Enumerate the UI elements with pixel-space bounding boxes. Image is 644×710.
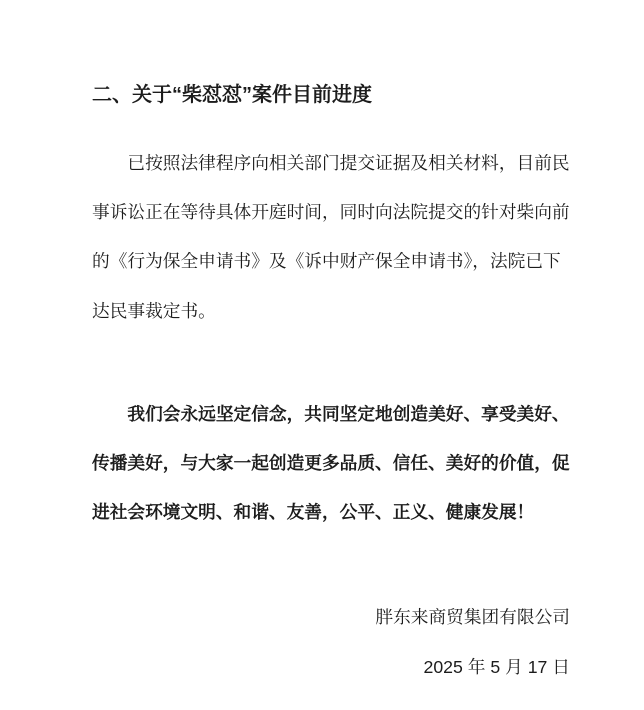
closing-block <box>92 593 570 693</box>
paragraph-line: 进社会环境文明、和谐、友善，公平、正义、健康发展！ <box>92 502 535 523</box>
company-signature: 胖东来商贸集团有限公司 <box>375 606 570 627</box>
section-heading: 二、关于“柴怼怼”案件目前进度 <box>92 84 372 106</box>
paragraph-line: 我们会永远坚定信念，共同坚定地创造美好、享受美好、 <box>127 403 570 424</box>
vision-paragraph <box>92 390 570 538</box>
paragraph-line: 已按照法律程序向相关部门提交证据及相关材料，目前民 <box>127 152 570 173</box>
paragraph-line: 的《行为保全申请书》及《诉中财产保全申请书》，法院已下 <box>92 251 561 272</box>
paragraph-line: 达民事裁定书。 <box>92 300 216 321</box>
paragraph-line: 传播美好，与大家一起创造更多品质、信任、美好的价值，促 <box>92 453 570 474</box>
paragraph-line: 事诉讼正在等待具体开庭时间，同时向法院提交的针对柴向前 <box>92 202 570 223</box>
case-progress-paragraph <box>92 139 570 336</box>
document-date: 2025 年 5 月 17 日 <box>423 656 570 677</box>
